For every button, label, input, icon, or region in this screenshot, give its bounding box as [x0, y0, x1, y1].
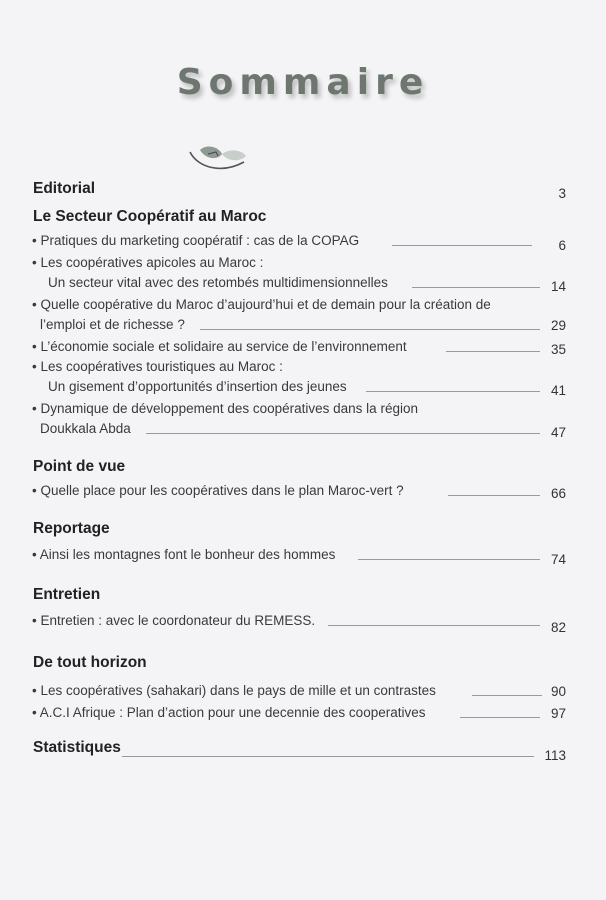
toc-item-page: 41	[550, 383, 566, 398]
toc-statistiques-page: 113	[544, 748, 566, 763]
toc-item-page: 66	[550, 486, 566, 501]
toc-item-page: 74	[550, 552, 566, 567]
toc-item-dynamique-cont[interactable]: Doukkala Abda	[40, 421, 131, 436]
toc-item-touristiques-cont[interactable]: Un gisement d’opportunités d’insertion des jeunes	[48, 379, 347, 394]
toc-item-marketing[interactable]: • Pratiques du marketing coopératif : cas de la COPAG	[32, 233, 360, 248]
toc-item-apicoles-cont[interactable]: Un secteur vital avec des retombés multidimensionnelles	[48, 275, 388, 290]
toc-statistiques[interactable]: Statistiques	[33, 739, 121, 756]
toc-item-page: 6	[558, 238, 566, 253]
toc-item-montagnes[interactable]: • Ainsi les montagnes font le bonheur des hommes	[32, 547, 336, 562]
leader-line	[122, 756, 534, 757]
leader-line	[146, 433, 540, 434]
toc-item-page: 47	[550, 425, 566, 440]
toc-item-page: 90	[550, 684, 566, 699]
toc-item-page: 35	[550, 342, 566, 357]
section-heading-secteur: Le Secteur Coopératif au Maroc	[33, 208, 267, 225]
leader-line	[328, 625, 540, 626]
page-title: Sommaire	[176, 62, 430, 103]
section-heading-point-de-vue: Point de vue	[33, 458, 126, 475]
toc-item-maroc-vert[interactable]: • Quelle place pour les coopératives dans le plan Maroc-vert ?	[32, 483, 404, 498]
toc-item-dynamique[interactable]: • Dynamique de développement des coopératives dans la région	[32, 401, 418, 416]
toc-item-touristiques[interactable]: • Les coopératives touristiques au Maroc :	[32, 359, 283, 374]
section-heading-reportage: Reportage	[33, 520, 110, 537]
toc-item-sahakari[interactable]: • Les coopératives (sahakari) dans le pays de mille et un contrastes	[32, 683, 436, 698]
toc-item-economie-sociale[interactable]: • L’économie sociale et solidaire au service de l’environnement	[32, 339, 407, 354]
leader-line	[200, 329, 540, 330]
toc-item-page: 14	[550, 279, 566, 294]
toc-item-page: 97	[550, 706, 566, 721]
toc-item-page: 82	[550, 620, 566, 635]
toc-item-apicoles[interactable]: • Les coopératives apicoles au Maroc :	[32, 255, 264, 270]
toc-item-page: 29	[550, 318, 566, 333]
toc-editorial[interactable]: Editorial	[33, 180, 96, 197]
toc-item-remess[interactable]: • Entretien : avec le coordonateur du REMESS.	[32, 613, 316, 628]
leader-line	[366, 391, 540, 392]
toc-editorial-page: 3	[558, 186, 566, 201]
decorative-fleuron-icon	[188, 142, 252, 176]
toc-item-quelle-cooperative-cont[interactable]: l’emploi et de richesse ?	[40, 317, 185, 332]
leader-line	[358, 559, 540, 560]
leader-line	[392, 245, 532, 246]
section-heading-entretien: Entretien	[33, 586, 101, 603]
toc-item-quelle-cooperative[interactable]: • Quelle coopérative du Maroc d’aujourd’hui et de demain pour la création de	[32, 297, 491, 312]
toc-item-aci-afrique[interactable]: • A.C.I Afrique : Plan d’action pour une decennie des cooperatives	[32, 705, 426, 720]
section-heading-horizon: De tout horizon	[33, 654, 147, 671]
